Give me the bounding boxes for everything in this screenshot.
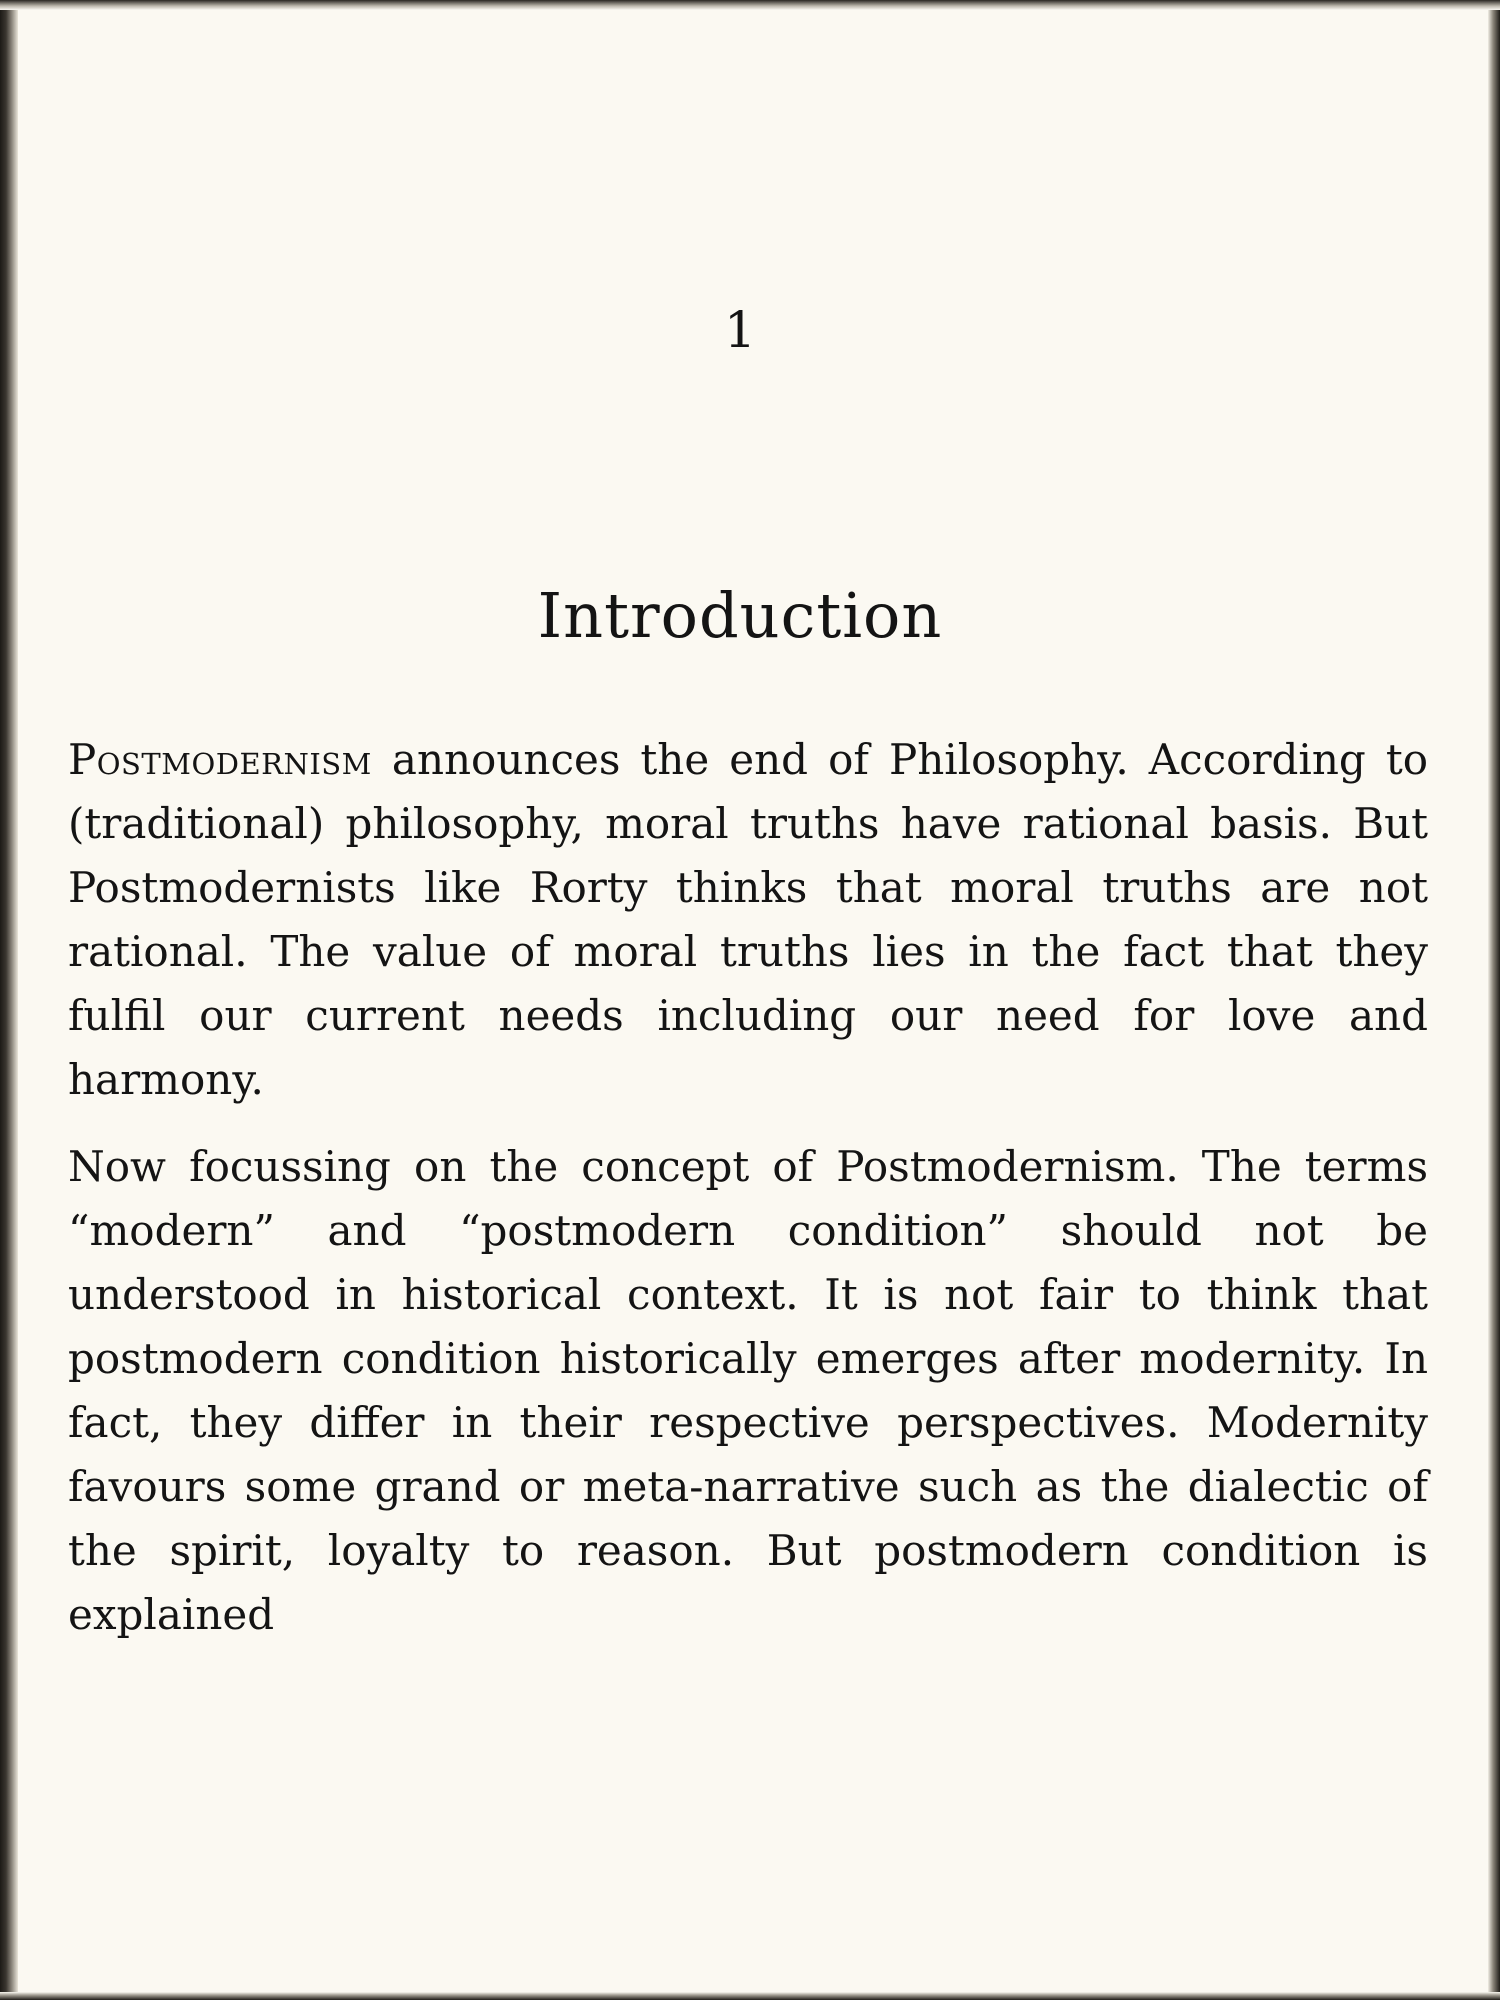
chapter-title: Introduction	[537, 579, 943, 652]
chapter-number: 1	[724, 301, 756, 359]
paragraph-1-text: announces the end of Philosophy. According to (traditional) philosophy, moral truths have rational basis. But Postmodernists like Rorty thinks that moral truths are not rational. The value of moral truths lies in the fact that they fulfil our current needs including our need for love and harmony.	[68, 735, 1428, 1104]
paragraph-2	[68, 1135, 1428, 1647]
page-top-edge-shadow	[0, 0, 1500, 10]
paragraph-2-text: Now focussing on the concept of Postmodernism. The terms “modern” and “postmodern condition” should not be understood in historical context. It is not fair to think that postmodern condition historically emerges after modernity. In fact, they differ in their respective perspectives. Modernity favours some grand or meta-narrative such as the dialectic of the spirit, loyalty to reason. But postmodern condition is explained	[68, 1142, 1428, 1639]
page-right-edge-shadow	[1488, 0, 1500, 2000]
page-bottom-edge-shadow	[0, 1992, 1500, 2000]
chapter-body	[68, 728, 1428, 1670]
paragraph-1-lead-word: Postmodernism	[68, 735, 372, 784]
page-left-edge-shadow	[0, 0, 18, 2000]
paragraph-1	[68, 728, 1428, 1112]
